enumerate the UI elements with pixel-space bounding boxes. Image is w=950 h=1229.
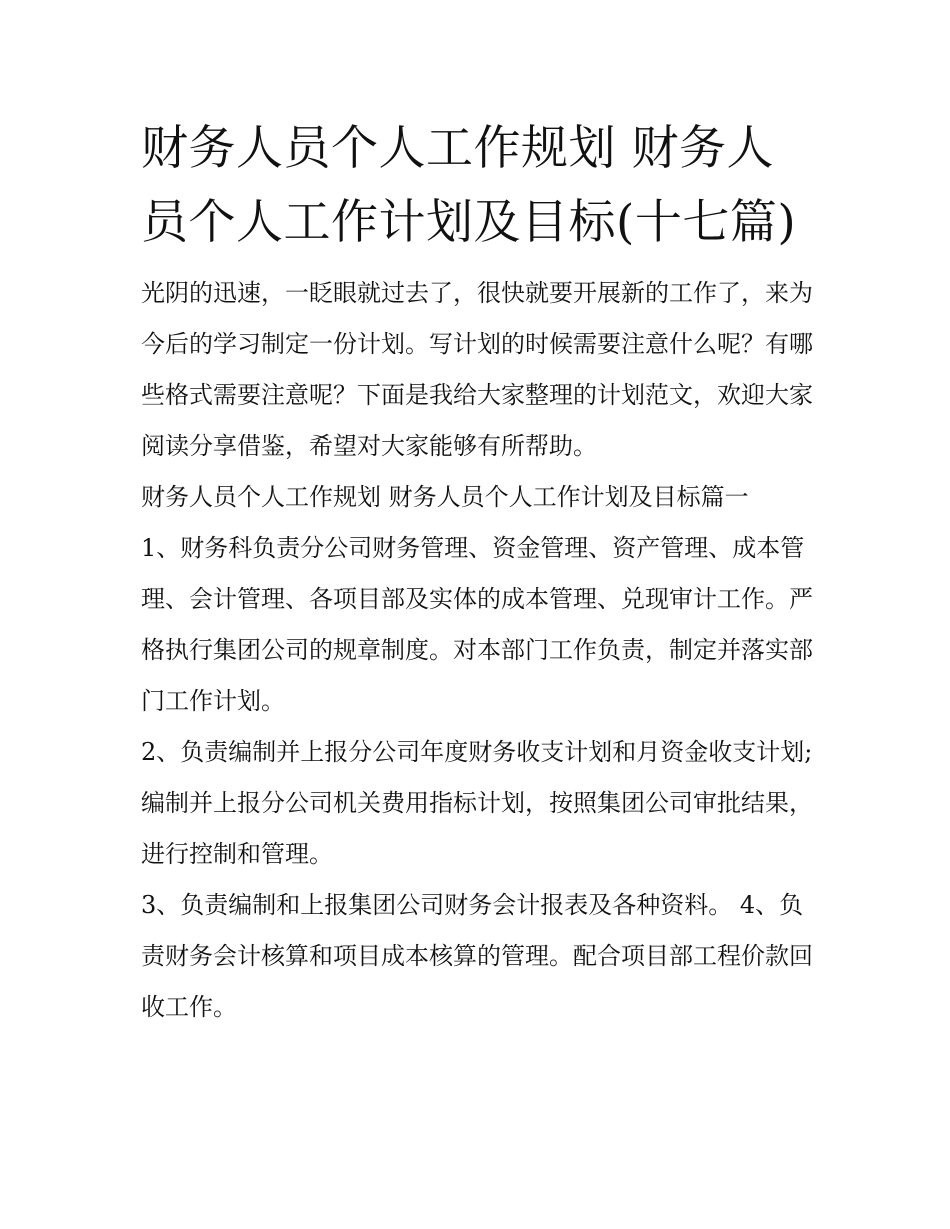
section-heading: 财务人员个人工作规划 财务人员个人工作计划及目标篇一: [141, 483, 749, 511]
list-item-1: 1、财务科负责分公司财务管理、资金管理、资产管理、成本管理、会计管理、各项目部及实体的成本管理、兑现审计工作。严格执行集团公司的规章制度。对本部门工作负责，制定并落实部门工作计划。: [141, 534, 813, 715]
document-page: [141, 112, 821, 1033]
list-item-2: 2、负责编制并上报分公司年度财务收支计划和月资金收支计划;编制并上报分公司机关费用指标计划，按照集团公司审批结果，进行控制和管理。: [141, 738, 813, 868]
intro-paragraph: 光阴的迅速，一眨眼就过去了，很快就要开展新的工作了，来为今后的学习制定一份计划。写计划的时候需要注意什么呢？有哪些格式需要注意呢？下面是我给大家整理的计划范文，欢迎大家阅读分享借鉴，希望对大家能够有所帮助。: [141, 279, 813, 460]
list-item-3: 3、负责编制和上报集团公司财务会计报表及各种资料。 4、负责财务会计核算和项目成本核算的管理。配合项目部工程价款回收工作。: [141, 891, 813, 1021]
document-title: 财务人员个人工作规划 财务人员个人工作计划及目标(十七篇): [141, 121, 797, 250]
document-body: [141, 268, 821, 1033]
